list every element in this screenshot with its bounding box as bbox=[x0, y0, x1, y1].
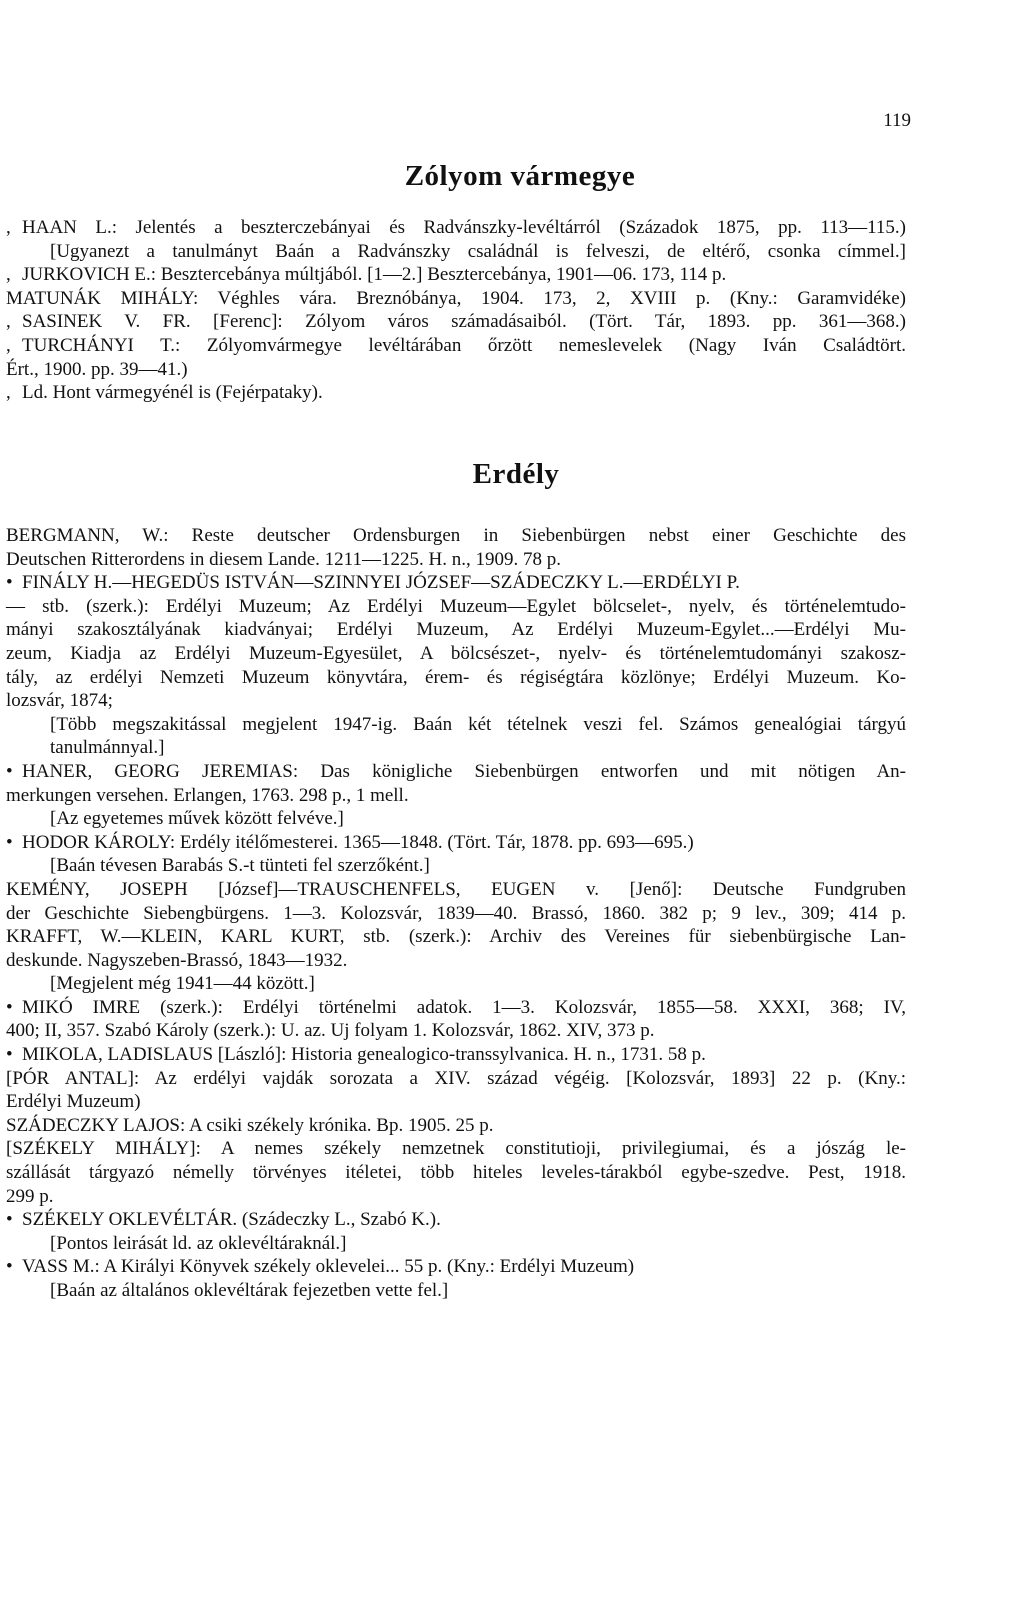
entry-marker: , bbox=[6, 382, 11, 404]
entry-text: SZÁDECZKY LAJOS: A csiki székely krónika. Bp. 1905. 25 p. bbox=[6, 1114, 494, 1136]
bibliography-line bbox=[6, 902, 906, 926]
bibliography-line bbox=[6, 1232, 906, 1256]
entry-text: tanulmánnyal.] bbox=[50, 737, 165, 759]
entry-text: 299 p. bbox=[6, 1185, 54, 1207]
entry-marker: , bbox=[6, 217, 11, 238]
bibliography-line bbox=[6, 831, 906, 855]
entry-marker: • bbox=[6, 831, 13, 853]
entry-text: SZÉKELY OKLEVÉLTÁR. (Szádeczky L., Szabó K.). bbox=[22, 1209, 441, 1231]
entry-marker: • bbox=[6, 760, 13, 782]
entry-text: tály, az erdélyi Nemzeti Muzeum könyvtára, érem- és régiségtára közlönye; Erdélyi Muzeum. Ko- bbox=[6, 666, 906, 688]
entry-marker: , bbox=[6, 311, 11, 333]
entry-text: BERGMANN, W.: Reste deutscher Ordensburgen in Siebenbürgen nebst einer Geschichte des bbox=[6, 525, 906, 546]
bibliography-line bbox=[6, 1208, 906, 1232]
entry-text: zeum, Kiadja az Erdélyi Muzeum-Egyesület, A bölcsészet-, nyelv- és történelemtudományi szakosz- bbox=[6, 642, 906, 664]
bibliography-line bbox=[6, 1161, 906, 1185]
entry-text: TURCHÁNYI T.: Zólyomvármegye levéltárában őrzött nemeslevelek (Nagy Iván Családtört. bbox=[22, 334, 906, 356]
bibliography-line bbox=[6, 240, 906, 264]
section-title-erdely: Erdély bbox=[472, 458, 560, 490]
bibliography-line bbox=[6, 381, 906, 405]
entry-text: [Pontos leirását ld. az oklevéltáraknál.] bbox=[50, 1232, 347, 1254]
entry-marker: , bbox=[6, 264, 11, 286]
bibliography-line bbox=[6, 1067, 906, 1091]
bibliography-line bbox=[6, 760, 906, 784]
bibliography-line bbox=[6, 334, 906, 358]
page-number: 119 bbox=[883, 110, 911, 131]
entry-marker: • bbox=[6, 1044, 13, 1066]
bibliography-line bbox=[6, 972, 906, 996]
bibliography-line bbox=[6, 358, 906, 382]
entry-text: MIKOLA, LADISLAUS [László]: Historia genealogico-transsylvanica. H. n., 1731. 58 p. bbox=[22, 1044, 706, 1066]
bibliography-line bbox=[6, 925, 906, 949]
entry-text: szállását tárgyazó némelly törvényes itéletei, több hiteles leveles-tárakból egybe-szedve. Pest, 1918. bbox=[6, 1162, 906, 1184]
bibliography-line bbox=[6, 1185, 906, 1209]
entry-text: [SZÉKELY MIHÁLY]: A nemes székely nemzetnek constitutioji, privilegiumai, és a jószág le- bbox=[6, 1138, 906, 1160]
entry-marker: • bbox=[6, 1256, 13, 1278]
bibliography-line bbox=[6, 807, 906, 831]
entry-text: Erdélyi Muzeum) bbox=[6, 1091, 141, 1113]
entry-text: [Több megszakitással megjelent 1947-ig. Baán két tételnek veszi fel. Számos genealógiai tárgyú bbox=[50, 713, 906, 735]
entry-text: [Baán az általános oklevéltárak fejezetben vette fel.] bbox=[50, 1280, 449, 1301]
bibliography-line bbox=[6, 1255, 906, 1279]
bibliography-line bbox=[6, 713, 906, 737]
bibliography-line bbox=[6, 642, 906, 666]
bibliography-line bbox=[6, 784, 906, 808]
entry-text: HODOR KÁROLY: Erdély itélőmesterei. 1365—1848. (Tört. Tár, 1878. pp. 693—695.) bbox=[22, 831, 694, 853]
entry-marker: , bbox=[6, 334, 11, 356]
bibliography-line bbox=[6, 548, 906, 572]
bibliography-line bbox=[6, 996, 906, 1020]
entry-text: — stb. (szerk.): Erdélyi Muzeum; Az Erdélyi Muzeum—Egylet bölcselet-, nyelv, és történelemtudo- bbox=[6, 595, 906, 617]
bibliography-line bbox=[6, 1114, 906, 1138]
entry-text: FINÁLY H.—HEGEDÜS ISTVÁN—SZINNYEI JÓZSEF—SZÁDECZKY L.—ERDÉLYI P. bbox=[22, 572, 740, 594]
entry-text: HAAN L.: Jelentés a beszterczebányai és Radvánszky-levéltárról (Századok 1875, pp. 113—115.) bbox=[22, 217, 906, 238]
bibliography-line bbox=[6, 878, 906, 902]
bibliography-line bbox=[6, 263, 906, 287]
entry-marker: • bbox=[6, 996, 13, 1018]
entry-marker: • bbox=[6, 1209, 13, 1231]
entry-text: 400; II, 357. Szabó Károly (szerk.): U. az. Uj folyam 1. Kolozsvár, 1862. XIV, 373 p. bbox=[6, 1020, 655, 1042]
entry-text: der Geschichte Siebengbürgens. 1—3. Kolozsvár, 1839—40. Brassó, 1860. 382 p; 9 lev., 309; 414 p. bbox=[6, 902, 906, 924]
bibliography-line bbox=[6, 689, 906, 713]
bibliography-line bbox=[6, 595, 906, 619]
bibliography-line bbox=[6, 666, 906, 690]
bibliography-line bbox=[6, 287, 906, 311]
bibliography-line bbox=[6, 1043, 906, 1067]
entry-text: MIKÓ IMRE (szerk.): Erdélyi történelmi adatok. 1—3. Kolozsvár, 1855—58. XXXI, 368; IV, bbox=[22, 996, 906, 1018]
bibliography-line bbox=[6, 618, 906, 642]
entry-text: [Megjelent még 1941—44 között.] bbox=[50, 973, 315, 995]
bibliography-line bbox=[6, 854, 906, 878]
entry-text: [Ugyanezt a tanulmányt Baán a Radvánszky családnál is felveszi, de eltérő, csonka címmel.] bbox=[50, 240, 906, 262]
bibliography-line bbox=[6, 571, 906, 595]
bibliography-list-zolyom bbox=[6, 216, 906, 405]
entry-text: MATUNÁK MIHÁLY: Véghles vára. Breznóbánya, 1904. 173, 2, XVIII p. (Kny.: Garamvidéke) bbox=[6, 287, 906, 309]
bibliography-list-erdely bbox=[6, 524, 906, 1303]
section-title-zolyom: Zólyom vármegye bbox=[404, 160, 636, 192]
entry-text: deskunde. Nagyszeben-Brassó, 1843—1932. bbox=[6, 949, 348, 971]
entry-text: KRAFFT, W.—KLEIN, KARL KURT, stb. (szerk.): Archiv des Vereines für siebenbürgische Lan- bbox=[6, 926, 906, 948]
entry-text: Ld. Hont vármegyénél is (Fejérpataky). bbox=[22, 382, 323, 404]
bibliography-line bbox=[6, 1279, 906, 1303]
entry-text: Ért., 1900. pp. 39—41.) bbox=[6, 358, 188, 380]
bibliography-line bbox=[6, 310, 906, 334]
entry-text: SASINEK V. FR. [Ferenc]: Zólyom város számadásaiból. (Tört. Tár, 1893. pp. 361—368.) bbox=[22, 311, 906, 333]
entry-marker: • bbox=[6, 572, 13, 594]
entry-text: lozsvár, 1874; bbox=[6, 690, 113, 712]
bibliography-line bbox=[6, 736, 906, 760]
entry-text: HANER, GEORG JEREMIAS: Das königliche Siebenbürgen entworfen und mit nötigen An- bbox=[22, 760, 906, 782]
entry-text: Deutschen Ritterordens in diesem Lande. 1211—1225. H. n., 1909. 78 p. bbox=[6, 548, 561, 570]
entry-text: VASS M.: A Királyi Könyvek székely oklevelei... 55 p. (Kny.: Erdélyi Muzeum) bbox=[22, 1256, 635, 1278]
entry-text: JURKOVICH E.: Besztercebánya múltjából. [1—2.] Besztercebánya, 1901—06. 173, 114 p. bbox=[22, 264, 727, 286]
entry-text: [Az egyetemes művek között felvéve.] bbox=[50, 808, 344, 830]
entry-text: [PÓR ANTAL]: Az erdélyi vajdák sorozata a XIV. század végéig. [Kolozsvár, 1893] 22 p. (Kny.: bbox=[6, 1067, 906, 1089]
bibliography-line bbox=[6, 216, 906, 240]
entry-text: merkungen versehen. Erlangen, 1763. 298 p., 1 mell. bbox=[6, 784, 409, 806]
bibliography-line bbox=[6, 1090, 906, 1114]
bibliography-line bbox=[6, 1019, 906, 1043]
entry-text: mányi szakosztályának kiadványai; Erdélyi Muzeum, Az Erdélyi Muzeum-Egylet...—Erdélyi Mu- bbox=[6, 619, 906, 641]
bibliography-line bbox=[6, 1137, 906, 1161]
entry-text: KEMÉNY, JOSEPH [József]—TRAUSCHENFELS, EUGEN v. [Jenő]: Deutsche Fundgruben bbox=[6, 878, 906, 900]
bibliography-line bbox=[6, 949, 906, 973]
entry-text: [Baán tévesen Barabás S.-t tünteti fel szerzőként.] bbox=[50, 855, 430, 877]
bibliography-line bbox=[6, 524, 906, 548]
